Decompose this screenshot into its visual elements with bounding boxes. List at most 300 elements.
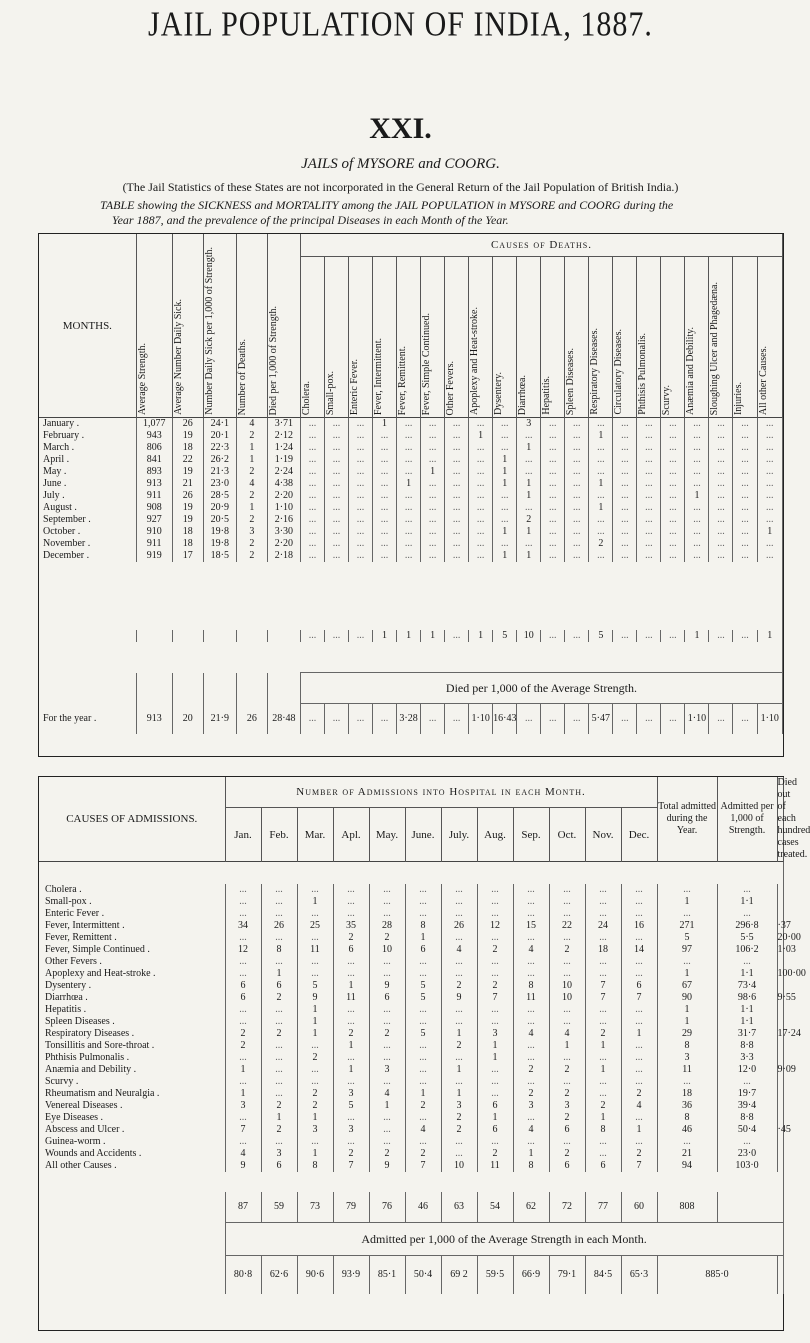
month-cell: ... bbox=[441, 884, 477, 896]
month-cell: ... bbox=[441, 1004, 477, 1016]
month-cell: ... bbox=[225, 1016, 261, 1028]
month-cell: ... bbox=[585, 1136, 621, 1148]
cause-cell: ... bbox=[324, 490, 348, 502]
cause-cell: ... bbox=[661, 478, 685, 490]
per-1000-cell: ... bbox=[717, 956, 777, 968]
cause-header-18 bbox=[733, 257, 757, 418]
cause-cell: ... bbox=[348, 418, 372, 431]
spacer bbox=[39, 642, 783, 673]
month-cell: 2 bbox=[549, 1112, 585, 1124]
month-row bbox=[39, 538, 783, 550]
month-cell: ... bbox=[333, 1004, 369, 1016]
month-cell: 6 bbox=[225, 980, 261, 992]
cause-cell: ... bbox=[757, 418, 782, 431]
cause-cell: 1 bbox=[589, 478, 613, 490]
month-cell: 26 bbox=[261, 920, 297, 932]
month-cell: ... bbox=[297, 908, 333, 920]
cause-cell: ... bbox=[348, 442, 372, 454]
per-1000-cell: ... bbox=[717, 908, 777, 920]
cause-cell: ... bbox=[469, 490, 493, 502]
year-stat-cell: 28·48 bbox=[267, 704, 300, 734]
cause-cell: ... bbox=[373, 454, 397, 466]
month-cell: ... bbox=[369, 956, 405, 968]
cause-cell: ... bbox=[421, 550, 445, 562]
cause-label: Phthisis Pulmonalis . bbox=[39, 1052, 225, 1064]
month-cell: 2 bbox=[261, 1100, 297, 1112]
cause-cell: ... bbox=[541, 538, 565, 550]
cause-cell: ... bbox=[324, 478, 348, 490]
cause-cell: ... bbox=[613, 490, 637, 502]
year-cause-cell: ... bbox=[637, 704, 661, 734]
total-cause-cell: 5 bbox=[493, 630, 517, 642]
spacer bbox=[39, 562, 783, 630]
monthly-rate-cell: 62·6 bbox=[261, 1256, 297, 1295]
cause-cell: ... bbox=[637, 514, 661, 526]
died-cell: ·45 bbox=[777, 1124, 791, 1135]
month-cell: 4 bbox=[513, 944, 549, 956]
month-cell: 2 bbox=[333, 1028, 369, 1040]
month-cell: 34 bbox=[225, 920, 261, 932]
cause-header-19 bbox=[757, 257, 782, 418]
cause-cell: ... bbox=[541, 550, 565, 562]
stat-cell: 927 bbox=[136, 514, 172, 526]
died-cell bbox=[777, 908, 783, 920]
stat-cell: 919 bbox=[136, 550, 172, 562]
stat-cell: 1 bbox=[236, 454, 267, 466]
month-cell: 6 bbox=[333, 944, 369, 956]
per-1000-cell: ... bbox=[717, 1076, 777, 1088]
stat-cell: 3·30 bbox=[267, 526, 300, 538]
stat-cell: 19 bbox=[172, 466, 203, 478]
month-cell: ... bbox=[405, 968, 441, 980]
cause-cell: ... bbox=[685, 478, 709, 490]
blank-cell bbox=[172, 630, 203, 642]
month-cell: ... bbox=[585, 956, 621, 968]
month-cell: 3 bbox=[549, 1100, 585, 1112]
month-cell: 9 bbox=[297, 992, 333, 1004]
month-cell: 2 bbox=[261, 992, 297, 1004]
cause-header-4 bbox=[397, 257, 421, 418]
stat-cell: 2 bbox=[236, 466, 267, 478]
per-1000-cell: 5·5 bbox=[717, 932, 777, 944]
month-cell: ... bbox=[513, 1052, 549, 1064]
cause-cell: ... bbox=[733, 418, 757, 431]
month-cell: ... bbox=[621, 1064, 657, 1076]
mortality-table bbox=[38, 233, 784, 757]
month-label: June . bbox=[39, 478, 136, 490]
month-cell: 8 bbox=[513, 1160, 549, 1172]
cause-label: Enteric Fever . bbox=[39, 908, 225, 920]
month-label: March . bbox=[39, 442, 136, 454]
cause-cell: ... bbox=[565, 466, 589, 478]
cause-label: Eye Diseases . bbox=[39, 1112, 225, 1124]
cause-cell: 1 bbox=[685, 490, 709, 502]
per-1000-cell: 1·1 bbox=[717, 968, 777, 980]
month-cell: 6 bbox=[225, 992, 261, 1004]
month-cell: 1 bbox=[225, 1064, 261, 1076]
month-cell: ... bbox=[585, 1052, 621, 1064]
month-header: July. bbox=[441, 808, 477, 862]
died-cell bbox=[777, 956, 783, 968]
cause-row bbox=[39, 956, 783, 968]
total-cause-cell: ... bbox=[709, 630, 733, 642]
cause-cell: ... bbox=[661, 466, 685, 478]
per-1000-cell: 106·2 bbox=[717, 944, 777, 956]
month-cell: 1 bbox=[585, 1064, 621, 1076]
month-cell: ... bbox=[369, 1124, 405, 1136]
cause-cell: ... bbox=[709, 466, 733, 478]
cause-cell: ... bbox=[493, 514, 517, 526]
cause-cell: ... bbox=[300, 550, 324, 562]
cause-cell: 1 bbox=[517, 442, 541, 454]
month-cell: ... bbox=[261, 1136, 297, 1148]
year-cause-cell: ... bbox=[565, 704, 589, 734]
month-cell: 9 bbox=[369, 980, 405, 992]
cause-cell: ... bbox=[300, 478, 324, 490]
stat-cell: 18·5 bbox=[203, 550, 236, 562]
month-cell: 7 bbox=[225, 1124, 261, 1136]
per-1000-cell: 73·4 bbox=[717, 980, 777, 992]
cause-cell: 1 bbox=[517, 550, 541, 562]
month-cell: 2 bbox=[549, 1148, 585, 1160]
month-cell: 11 bbox=[513, 992, 549, 1004]
cause-cell: 1 bbox=[397, 478, 421, 490]
month-cell: ... bbox=[477, 1016, 513, 1028]
year-cause-cell: 1·10 bbox=[757, 704, 782, 734]
cause-cell: ... bbox=[469, 538, 493, 550]
cause-header-1 bbox=[324, 257, 348, 418]
month-cell: ... bbox=[225, 1052, 261, 1064]
year-cause-cell: ... bbox=[709, 704, 733, 734]
cause-label: Fever, Remittent . bbox=[39, 932, 225, 944]
cause-row bbox=[39, 1148, 783, 1160]
monthly-rate-cell: 85·1 bbox=[369, 1256, 405, 1295]
cause-cell: ... bbox=[709, 418, 733, 431]
cause-header-15 bbox=[661, 257, 685, 418]
month-cell: 7 bbox=[405, 1160, 441, 1172]
total-cell: 271 bbox=[657, 920, 717, 932]
month-row bbox=[39, 466, 783, 478]
month-cell: ... bbox=[621, 1016, 657, 1028]
month-cell: ... bbox=[441, 968, 477, 980]
cause-cell: ... bbox=[757, 538, 782, 550]
cause-cell: ... bbox=[757, 550, 782, 562]
stat-cell: 1·10 bbox=[267, 502, 300, 514]
cause-cell: ... bbox=[589, 490, 613, 502]
cause-cell: ... bbox=[757, 514, 782, 526]
total-cause-cell: 1 bbox=[373, 630, 397, 642]
cause-row bbox=[39, 1160, 783, 1172]
monthly-total-cell: 46 bbox=[405, 1192, 441, 1223]
month-cell: 26 bbox=[441, 920, 477, 932]
cause-cell: ... bbox=[613, 430, 637, 442]
cause-row bbox=[39, 1076, 783, 1088]
month-cell: 4 bbox=[405, 1124, 441, 1136]
total-cause-cell: ... bbox=[661, 630, 685, 642]
month-cell: ... bbox=[513, 908, 549, 920]
cause-row bbox=[39, 1136, 783, 1148]
month-cell: ... bbox=[441, 1136, 477, 1148]
stat-header-text: Average Number Daily Sick. bbox=[172, 299, 184, 415]
monthly-total-cell: 79 bbox=[333, 1192, 369, 1223]
stat-cell: 911 bbox=[136, 538, 172, 550]
cause-header-7 bbox=[469, 257, 493, 418]
total-cell: 97 bbox=[657, 944, 717, 956]
section-number: XXI. bbox=[369, 112, 432, 145]
month-cell: 1 bbox=[477, 1112, 513, 1124]
cause-header-text: Hepatitis. bbox=[541, 376, 553, 415]
cause-cell: ... bbox=[300, 526, 324, 538]
month-cell: ... bbox=[405, 908, 441, 920]
cause-cell: ... bbox=[421, 478, 445, 490]
year-stat-cell: 21·9 bbox=[203, 704, 236, 734]
month-cell: 4 bbox=[369, 1088, 405, 1100]
month-cell: ... bbox=[621, 956, 657, 968]
cause-cell: ... bbox=[637, 538, 661, 550]
cause-header-text: Respiratory Diseases. bbox=[589, 328, 601, 415]
blank-cell bbox=[136, 673, 172, 704]
month-cell: 2 bbox=[477, 980, 513, 992]
month-cell: ... bbox=[513, 968, 549, 980]
year-stat-cell: 913 bbox=[136, 704, 172, 734]
month-cell: 10 bbox=[369, 944, 405, 956]
month-cell: 9 bbox=[441, 992, 477, 1004]
monthly-rate-cell: 50·4 bbox=[405, 1256, 441, 1295]
stat-cell: 2 bbox=[236, 538, 267, 550]
cause-header-8 bbox=[493, 257, 517, 418]
stat-cell: 4 bbox=[236, 418, 267, 431]
stat-cell: 908 bbox=[136, 502, 172, 514]
month-cell: 2 bbox=[513, 1088, 549, 1100]
blank-cell bbox=[172, 673, 203, 704]
blank-cell bbox=[203, 630, 236, 642]
cause-cell: ... bbox=[709, 550, 733, 562]
per-1000-cell: 3·3 bbox=[717, 1052, 777, 1064]
month-cell: ... bbox=[441, 908, 477, 920]
note: (The Jail Statistics of these States are not incorporated in the General Return of the Jail Population of British India.) bbox=[122, 180, 679, 194]
cause-header-0 bbox=[300, 257, 324, 418]
cause-cell: 1 bbox=[757, 526, 782, 538]
cause-cell: ... bbox=[565, 538, 589, 550]
month-cell: 1 bbox=[405, 1088, 441, 1100]
cause-cell: ... bbox=[373, 526, 397, 538]
cause-header-5 bbox=[421, 257, 445, 418]
cause-cell: ... bbox=[469, 466, 493, 478]
month-cell: 1 bbox=[585, 1040, 621, 1052]
month-cell: 18 bbox=[585, 944, 621, 956]
stat-header-3 bbox=[236, 234, 267, 418]
blank-cell bbox=[39, 1223, 225, 1256]
stat-cell: 2·20 bbox=[267, 490, 300, 502]
cause-cell: ... bbox=[348, 514, 372, 526]
cause-header-text: Injuries. bbox=[733, 381, 745, 415]
cause-header-text: Anæmia and Debility. bbox=[685, 327, 697, 415]
month-cell: ... bbox=[513, 932, 549, 944]
month-cell: 1 bbox=[225, 1088, 261, 1100]
cause-row bbox=[39, 1124, 783, 1136]
month-cell: 2 bbox=[225, 1040, 261, 1052]
month-cell: ... bbox=[405, 1064, 441, 1076]
cause-label: Fever, Simple Continued . bbox=[39, 944, 225, 956]
month-cell: ... bbox=[585, 1088, 621, 1100]
admissions-table bbox=[38, 776, 810, 1331]
stat-cell: 1·19 bbox=[267, 454, 300, 466]
totals-row bbox=[39, 630, 783, 642]
month-cell: 6 bbox=[405, 944, 441, 956]
cause-cell: 1 bbox=[493, 526, 517, 538]
cause-cell: ... bbox=[517, 430, 541, 442]
cause-cell: ... bbox=[637, 490, 661, 502]
month-cell: 3 bbox=[333, 1124, 369, 1136]
month-cell: 1 bbox=[261, 968, 297, 980]
cause-cell: ... bbox=[493, 430, 517, 442]
cause-cell: ... bbox=[757, 430, 782, 442]
cause-cell: ... bbox=[565, 418, 589, 431]
cause-header-12 bbox=[589, 257, 613, 418]
year-cause-cell: 16·43 bbox=[493, 704, 517, 734]
blank-cell bbox=[39, 630, 136, 642]
year-cause-cell: ... bbox=[300, 704, 324, 734]
month-cell: ... bbox=[441, 932, 477, 944]
cause-cell: ... bbox=[421, 418, 445, 431]
stat-cell: 18 bbox=[172, 526, 203, 538]
month-cell: ... bbox=[369, 968, 405, 980]
stat-cell: 3·71 bbox=[267, 418, 300, 431]
month-cell: 14 bbox=[621, 944, 657, 956]
month-row bbox=[39, 490, 783, 502]
month-label: September . bbox=[39, 514, 136, 526]
cause-cell: ... bbox=[661, 454, 685, 466]
cause-cell: ... bbox=[324, 418, 348, 431]
year-rate-cell: 885·0 bbox=[657, 1256, 777, 1295]
year-cause-cell: ... bbox=[541, 704, 565, 734]
cause-cell: ... bbox=[469, 442, 493, 454]
stat-cell: 2 bbox=[236, 430, 267, 442]
cause-cell: ... bbox=[589, 442, 613, 454]
months-group-header: Number of Admissions into Hospital in each Month. bbox=[225, 777, 657, 808]
month-cell: ... bbox=[297, 1064, 333, 1076]
cause-cell: ... bbox=[324, 502, 348, 514]
died-per-100-header: Died out of each hundred cases treated. bbox=[777, 777, 810, 860]
cause-cell: 1 bbox=[493, 478, 517, 490]
month-cell: ... bbox=[405, 1076, 441, 1088]
cause-cell: ... bbox=[373, 502, 397, 514]
stat-cell: 26·2 bbox=[203, 454, 236, 466]
total-cell: ... bbox=[657, 1076, 717, 1088]
month-cell: 7 bbox=[333, 1160, 369, 1172]
month-cell: ... bbox=[369, 1076, 405, 1088]
died-cell bbox=[777, 980, 783, 992]
cause-cell: ... bbox=[493, 490, 517, 502]
per-1000-cell: 8·8 bbox=[717, 1112, 777, 1124]
month-cell: 1 bbox=[477, 1040, 513, 1052]
month-cell: ... bbox=[513, 1040, 549, 1052]
cause-cell: ... bbox=[709, 454, 733, 466]
total-cell: 1 bbox=[657, 1004, 717, 1016]
cause-cell: ... bbox=[324, 430, 348, 442]
cause-cell: ... bbox=[565, 490, 589, 502]
month-cell: ... bbox=[225, 896, 261, 908]
month-cell: ... bbox=[621, 1136, 657, 1148]
month-header: Mar. bbox=[297, 808, 333, 862]
cause-label: Venereal Diseases . bbox=[39, 1100, 225, 1112]
total-cause-cell: ... bbox=[637, 630, 661, 642]
stat-cell: 26 bbox=[172, 490, 203, 502]
month-cell: 2 bbox=[405, 1148, 441, 1160]
month-cell: ... bbox=[333, 1136, 369, 1148]
cause-row bbox=[39, 1100, 783, 1112]
month-cell: ... bbox=[441, 1148, 477, 1160]
month-row bbox=[39, 514, 783, 526]
month-cell: 2 bbox=[333, 1148, 369, 1160]
cause-cell: ... bbox=[348, 478, 372, 490]
month-cell: 2 bbox=[441, 980, 477, 992]
stat-cell: 913 bbox=[136, 478, 172, 490]
cause-cell: ... bbox=[709, 502, 733, 514]
month-cell: 2 bbox=[297, 1088, 333, 1100]
month-cell: 2 bbox=[585, 1028, 621, 1040]
total-cell: 94 bbox=[657, 1160, 717, 1172]
total-cell: 18 bbox=[657, 1088, 717, 1100]
cause-cell: ... bbox=[469, 526, 493, 538]
month-cell: 2 bbox=[441, 1112, 477, 1124]
month-cell: 2 bbox=[621, 1148, 657, 1160]
month-cell: 1 bbox=[297, 1016, 333, 1028]
month-cell: 6 bbox=[477, 1124, 513, 1136]
cause-cell: ... bbox=[637, 550, 661, 562]
total-cell: 8 bbox=[657, 1040, 717, 1052]
died-cell bbox=[777, 1100, 783, 1112]
cause-cell: ... bbox=[565, 442, 589, 454]
total-cause-cell: ... bbox=[565, 630, 589, 642]
cause-cell: 1 bbox=[517, 478, 541, 490]
cause-cell: ... bbox=[397, 430, 421, 442]
month-cell: ... bbox=[369, 1136, 405, 1148]
cause-cell: ... bbox=[517, 454, 541, 466]
total-cell: 36 bbox=[657, 1100, 717, 1112]
cause-header-9 bbox=[517, 257, 541, 418]
month-cell: ... bbox=[477, 1088, 513, 1100]
cause-cell: ... bbox=[300, 490, 324, 502]
stat-cell: 20·5 bbox=[203, 514, 236, 526]
month-cell: ... bbox=[513, 1076, 549, 1088]
month-cell: ... bbox=[441, 956, 477, 968]
month-cell: ... bbox=[369, 908, 405, 920]
cause-cell: ... bbox=[565, 514, 589, 526]
month-cell: 5 bbox=[333, 1100, 369, 1112]
total-cause-cell: 1 bbox=[421, 630, 445, 642]
admitted-per-1000-header: Admitted per 1,000 of Strength. bbox=[717, 777, 777, 862]
month-cell: ... bbox=[477, 1064, 513, 1076]
month-cell: 3 bbox=[261, 1148, 297, 1160]
cause-cell: ... bbox=[541, 466, 565, 478]
cause-cell: ... bbox=[421, 490, 445, 502]
month-cell: 4 bbox=[513, 1124, 549, 1136]
cause-cell: ... bbox=[637, 442, 661, 454]
cause-row bbox=[39, 884, 783, 896]
stat-cell: 2·16 bbox=[267, 514, 300, 526]
cause-cell: ... bbox=[613, 454, 637, 466]
cause-cell: ... bbox=[300, 430, 324, 442]
cause-cell: ... bbox=[373, 466, 397, 478]
stat-cell: 2·20 bbox=[267, 538, 300, 550]
cause-cell: ... bbox=[613, 550, 637, 562]
cause-row bbox=[39, 1040, 783, 1052]
month-cell: ... bbox=[477, 932, 513, 944]
cause-cell: ... bbox=[541, 430, 565, 442]
cause-cell: ... bbox=[517, 538, 541, 550]
cause-header-6 bbox=[445, 257, 469, 418]
